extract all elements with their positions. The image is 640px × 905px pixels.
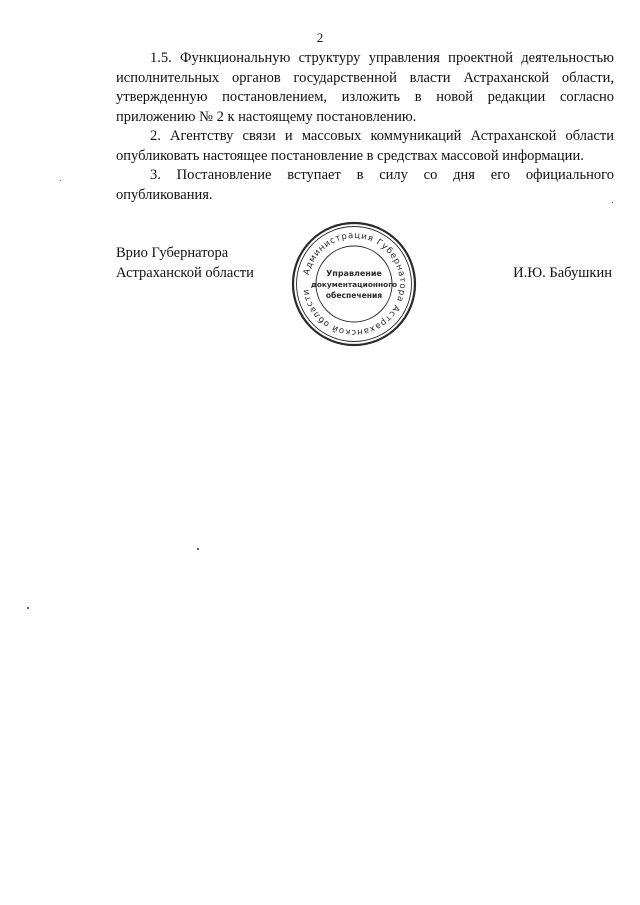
paragraph-3: 3. Постановление вступает в силу со дня его официального опубликования. bbox=[116, 167, 614, 203]
seal-inner-text-2: документационного bbox=[310, 280, 398, 289]
seal-inner-text-3: обеспечения bbox=[325, 291, 383, 300]
signatory-position bbox=[116, 243, 254, 283]
paragraph-1-5: 1.5. Функциональную структуру управления проектной деятельностью исполнительных органов государственной власти Астраханской области, утвержденную постановлением, изложить в новой редакции согласно приложению № 2 к настоящему постановлению. bbox=[116, 50, 614, 125]
paragraph-2: 2. Агентству связи и массовых коммуникаций Астраханской области опубликовать настоящее постановление в средствах массовой информации. bbox=[116, 128, 614, 164]
scan-speck bbox=[612, 202, 613, 203]
seal-inner-text-1: Управление bbox=[326, 269, 382, 278]
seal-outer-text: Администрация Губернатора Астраханской области bbox=[301, 230, 408, 338]
document-body bbox=[116, 49, 614, 205]
signatory-name: И.Ю. Бабушкин bbox=[513, 265, 612, 281]
scan-speck bbox=[197, 548, 199, 550]
page-number: 2 bbox=[316, 30, 324, 45]
scan-speck bbox=[60, 180, 61, 181]
scan-speck bbox=[27, 607, 29, 609]
seal-svg bbox=[290, 220, 418, 348]
official-seal-stamp bbox=[290, 220, 418, 348]
signatory-position-line-2: Астраханской области bbox=[116, 265, 254, 281]
signatory-position-line-1: Врио Губернатора bbox=[116, 245, 229, 261]
